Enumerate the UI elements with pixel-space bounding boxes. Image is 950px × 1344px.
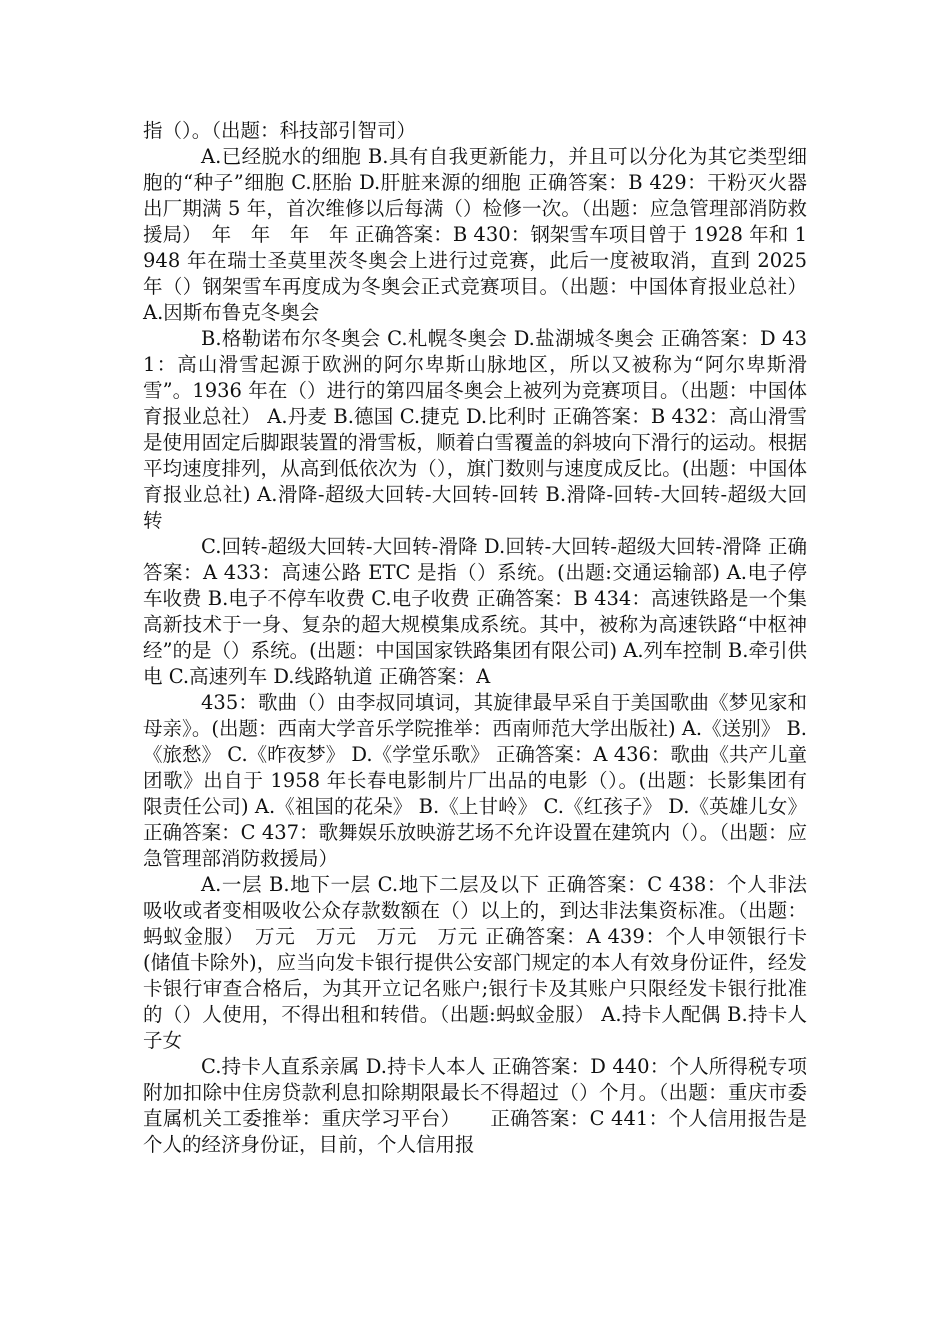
paragraph-1: 指（）。（出题：科技部引智司） xyxy=(143,119,417,142)
paragraph-7: C.持卡人直系亲属 D.持卡人本人 正确答案：D 440：个人所得税专项附加扣除中住房贷款利息扣除期限最长不得超过（）个月。（出题：重庆市委直属机关工委推举：重庆学习平台） 正确答案：C 441：个人信用报告是个人的经济身份证，目前，个人信用报 xyxy=(143,1055,807,1156)
paragraph-5: 435：歌曲（）由李叔同填词，其旋律最早采自于美国歌曲《梦见家和母亲》。(出题：西南大学音乐学院推举：西南师范大学出版社) A.《送别》 B.《旅愁》 C.《昨夜梦》 D.《学堂乐歌》 正确答案：A 436：歌曲《共产儿童团歌》出自于 1958 年长春电影制片厂出品的电影（）。(出题：长影集团有限责任公司) A.《祖国的花朵》 B.《上甘岭》 C.《红孩子》 D.《英雄儿女》 正确答案：C 437：歌舞娱乐放映游艺场不允许设置在建筑内（）。（出题：应急管理部消防救援局） xyxy=(143,691,807,870)
paragraph-6: A.一层 B.地下一层 C.地下二层及以下 正确答案：C 438：个人非法吸收或者变相吸收公众存款数额在（）以上的，到达非法集资标准。（出题：蚂蚁金服） 万元 万元 万元 万元 正确答案：A 439：个人申领银行卡(储值卡除外)，应当向发卡银行提供公安部门规定的本人有效身份证件，经发卡银行审查合格后，为其开立记名账户;银行卡及其账户只限经发卡银行批准的（）人使用，不得出租和转借。（出题:蚂蚁金服） A.持卡人配偶 B.持卡人子女 xyxy=(143,873,807,1052)
document-body xyxy=(143,118,807,1158)
paragraph-3: B.格勒诺布尔冬奥会 C.札幌冬奥会 D.盐湖城冬奥会 正确答案：D 431：高山滑雪起源于欧洲的阿尔卑斯山脉地区，所以又被称为“阿尔卑斯滑雪”。1936 年在（）进行的第四届冬奥会上被列为竞赛项目。（出题：中国体育报业总社） A.丹麦 B.德国 C.捷克 D.比利时 正确答案：B 432：高山滑雪是使用固定后脚跟装置的滑雪板，顺着白雪覆盖的斜坡向下滑行的运动。根据平均速度排列，从高到低依次为（），旗门数则与速度成反比。(出题：中国体育报业总社) A.滑降-超级大回转-大回转-回转 B.滑降-回转-大回转-超级大回转 xyxy=(143,327,807,532)
paragraph-4: C.回转-超级大回转-大回转-滑降 D.回转-大回转-超级大回转-滑降 正确答案：A 433：高速公路 ETC 是指（）系统。(出题:交通运输部) A.电子停车收费 B.电子不停车收费 C.电子收费 正确答案：B 434：高速铁路是一个集高新技术于一身、复杂的超大规模集成系统。其中，被称为高速铁路“中枢神经”的是（）系统。(出题：中国国家铁路集团有限公司) A.列车控制 B.牵引供电 C.高速列车 D.线路轨道 正确答案：A xyxy=(143,535,807,688)
paragraph-2: A.已经脱水的细胞 B.具有自我更新能力，并且可以分化为其它类型细胞的“种子”细胞 C.胚胎 D.肝脏来源的细胞 正确答案：B 429：干粉灭火器出厂期满 5 年，首次维修以后每满（）检修一次。（出题：应急管理部消防救援局） 年 年 年 年 正确答案：B 430：钢架雪车项目曾于 1928 年和 1948 年在瑞士圣莫里茨冬奥会上进行过竞赛，此后一度被取消，直到 2025 年（）钢架雪车再度成为冬奥会正式竞赛项目。（出题：中国体育报业总社） A.因斯布鲁克冬奥会 xyxy=(143,145,807,324)
